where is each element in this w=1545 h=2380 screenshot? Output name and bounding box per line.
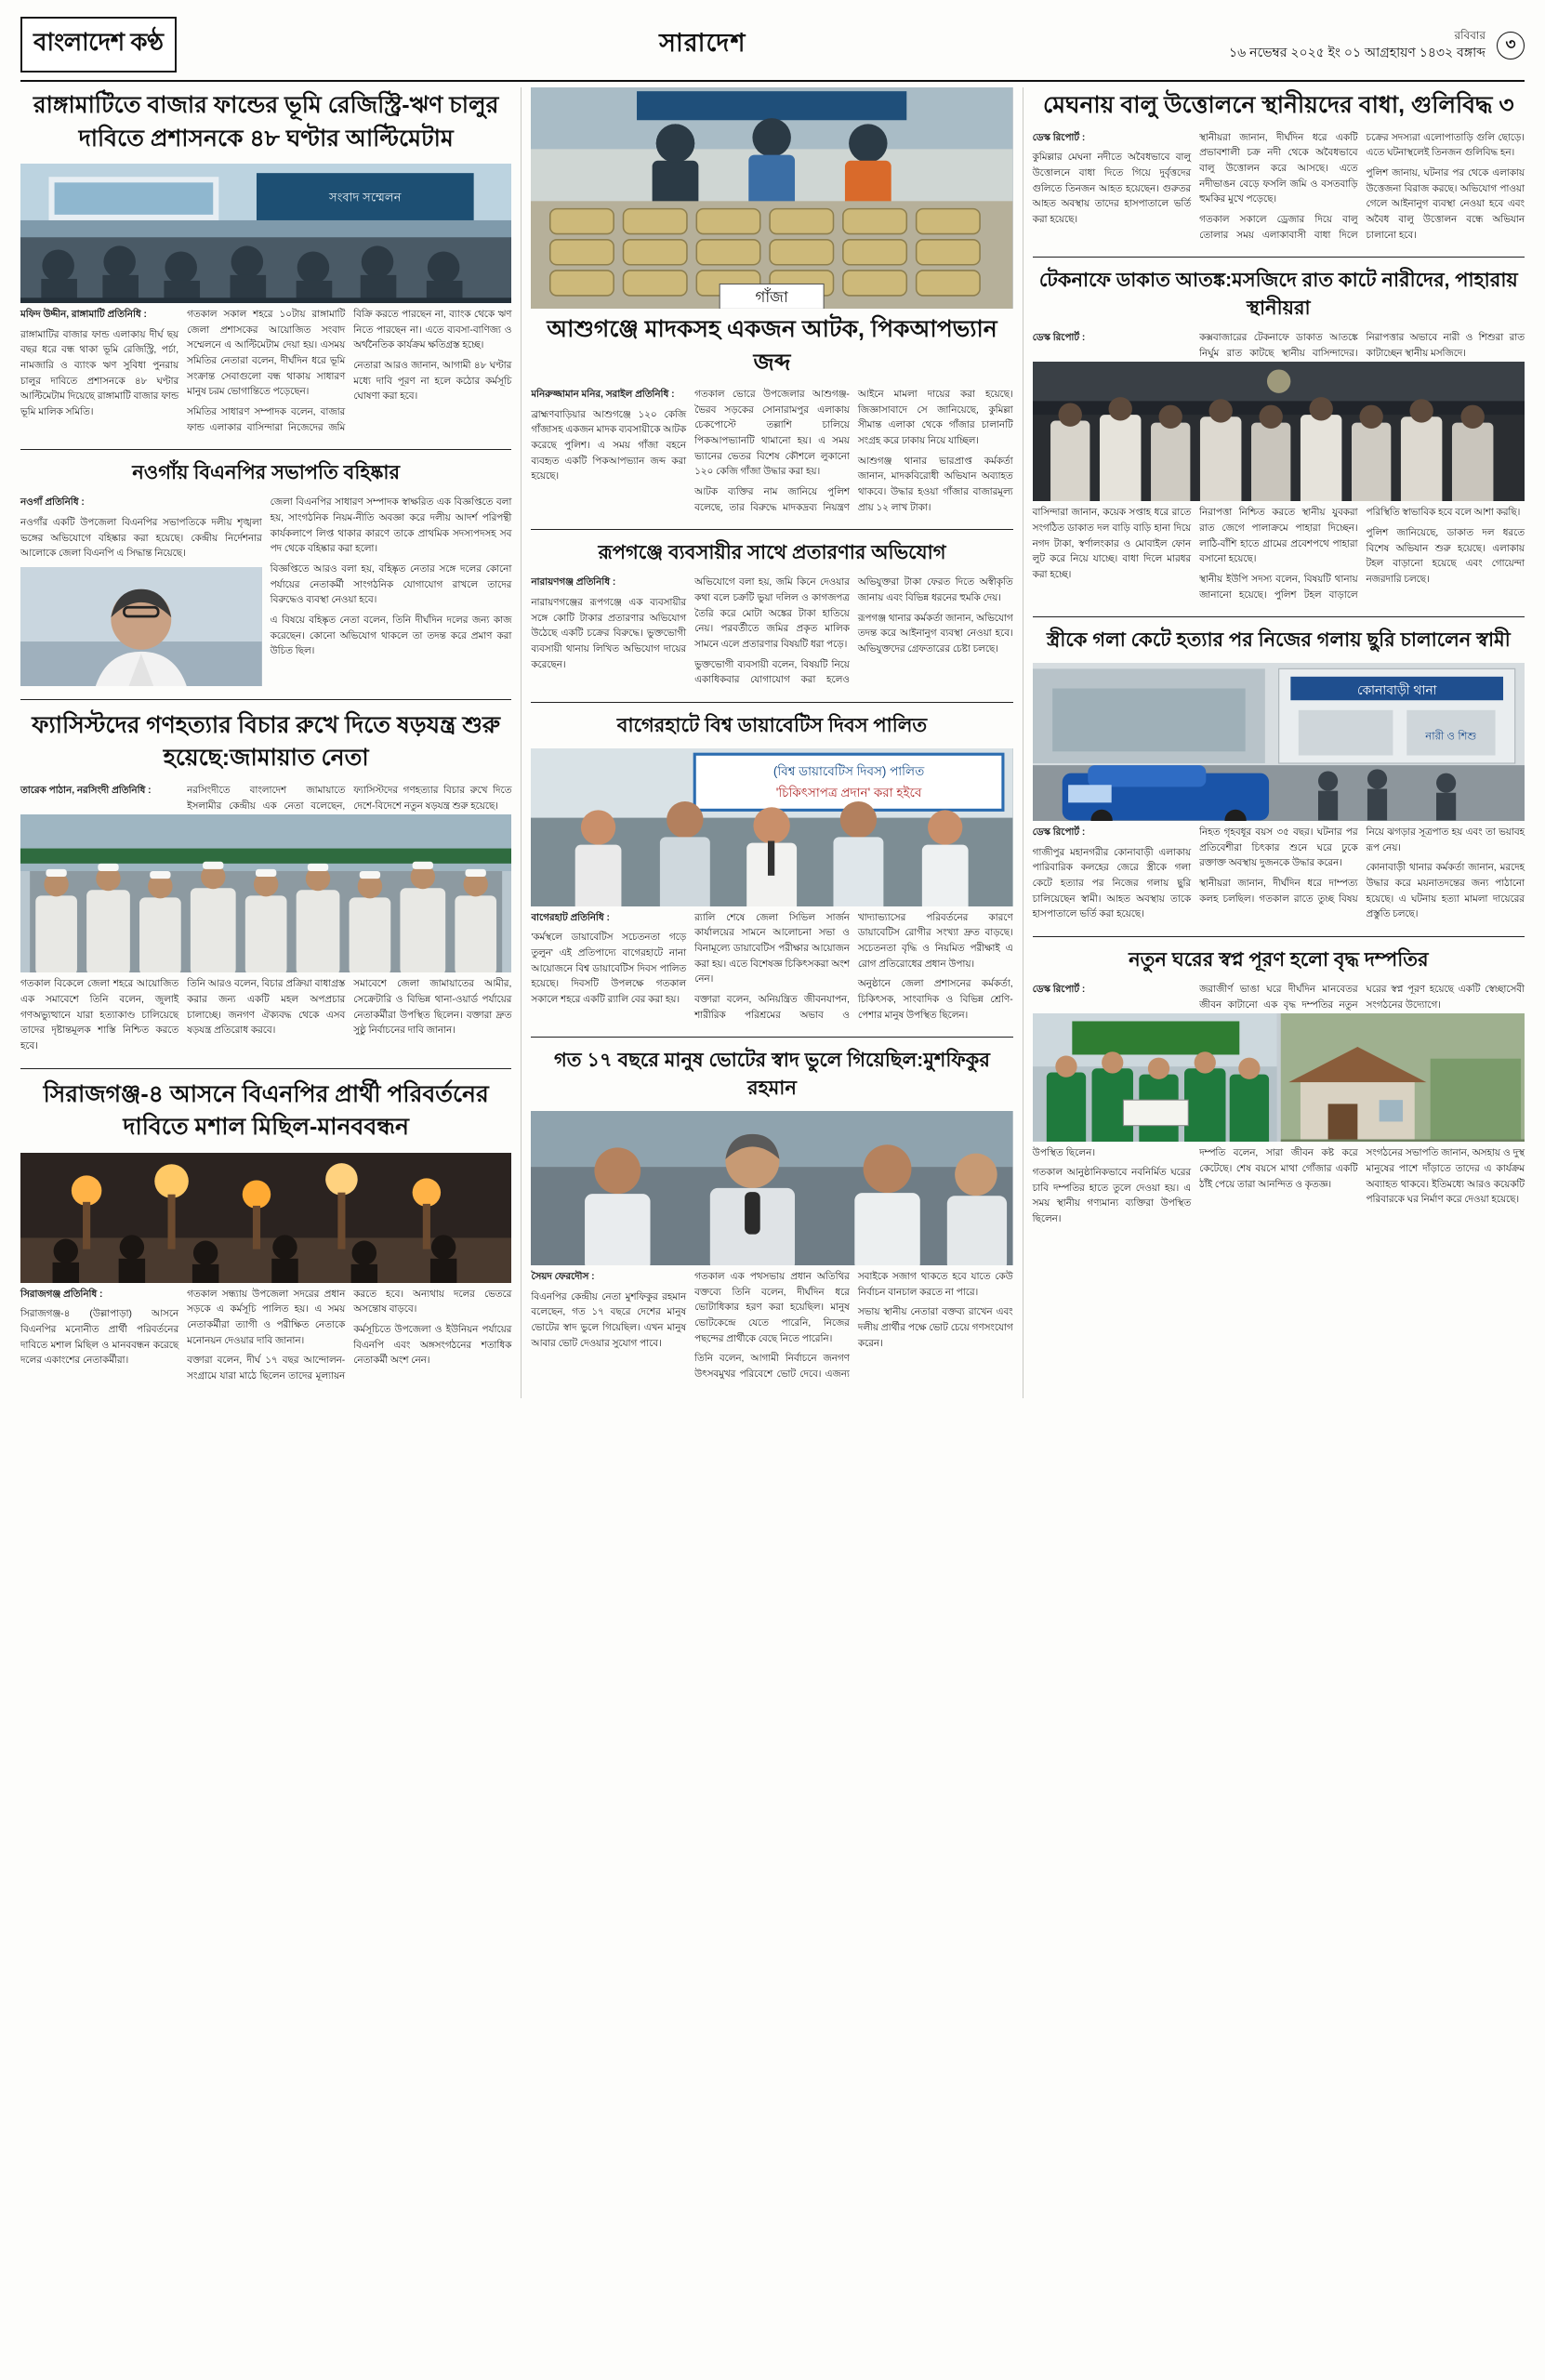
newspaper-logo[interactable] xyxy=(20,17,177,73)
body-jamaat xyxy=(20,784,511,1055)
byline-ashuganj: মনিরুজ্জামান মনির, সরাইল প্রতিনিধি : xyxy=(531,390,675,400)
byline-naogaon: নওগাঁ প্রতিনিধি : xyxy=(20,497,85,509)
para: তিনি বলেন, আগামী নির্বাচনে জনগণ উৎসবমুখর পরিবেশে ভোট দেবে। এজন্য সবাইকে সজাগ থাকতে হবে যাতে কেউ নির্বাচন বানচাল করতে না পারে। xyxy=(694,1272,1013,1381)
para: তিনি আরও বলেন, বিচার প্রক্রিয়া বাধাগ্রস্ত করার জন্য একটি মহল অপপ্রচার চালাচ্ছে। জনগণ ঐক্যবদ্ধ থেকে এসব ষড়যন্ত্র প্রতিরোধ করবে। xyxy=(187,979,346,1037)
body-naogaon xyxy=(20,496,511,686)
para: রাঙ্গামাটির বাজার ফান্ড এলাকায় দীর্ঘ ছয় বছর ধরে বন্ধ থাকা ভূমি রেজিস্ট্রি, পর্চা, নামজারি ও ব্যাংক ঋণ সুবিধা পুনরায় চালুর দাবিতে প্রশাসনকে ৪৮ ঘণ্টার আল্টিমেটাম দিয়েছে রাঙ্গামাটি বাজার ফান্ড ভূমি মালিক সমিতি। xyxy=(20,329,179,418)
para: দম্পতি বলেন, সারা জীবন কষ্ট করে কেটেছে। শেষ বয়সে মাথা গোঁজার একটি ঠাঁই পেয়ে তারা আনন্দিত ও কৃতজ্ঞ। xyxy=(1199,1148,1358,1190)
logo-text: বাংলাদেশ কণ্ঠ xyxy=(33,28,164,56)
article-wife-murder xyxy=(1033,627,1525,923)
article-rupganj xyxy=(531,539,1012,689)
headline-musfiq: গত ১৭ বছরে মানুষ ভোটের স্বাদ ভুলে গিয়েছিল:মুশফিকুর রহমান xyxy=(554,1050,990,1100)
para: বক্তারা বলেন, অনিয়ন্ত্রিত জীবনযাপন, শারীরিক পরিশ্রমের অভাব ও খাদ্যাভ্যাসের পরিবর্তনের কারণে ডায়াবেটিস রোগীর সংখ্যা দ্রুত বাড়ছে। সচেতনতা বৃদ্ধি ও নিয়মিত পরীক্ষাই এ রোগ প্রতিরোধের প্রধান উপায়। xyxy=(694,912,1013,1021)
body-ashuganj xyxy=(531,388,1012,516)
headline-ashuganj: আশুগঞ্জে মাদকসহ একজন আটক, পিকআপভ্যান জব্দ xyxy=(547,316,997,376)
para: গাজীপুর মহানগরীর কোনাবাড়ী এলাকায় পারিবারিক কলহের জেরে স্ত্রীকে গলা কেটে হত্যার পর নিজের গলায় ছুরি চালিয়েছেন স্বামী। আহত অবস্থায় তাকে হাসপাতালে ভর্তি করা হয়েছে। xyxy=(1032,847,1192,920)
byline-sirajganj: সিরাজগঞ্জ প্রতিনিধি : xyxy=(20,1289,103,1300)
byline-jamaat: তারেক পাঠান, নরসিংদী প্রতিনিধি : xyxy=(20,785,152,796)
para: পুলিশ জানিয়েছে, ডাকাত দল ধরতে বিশেষ অভিযান শুরু হয়েছে। এলাকায় টহল বাড়ানো হয়েছে এবং গোয়েন্দা নজরদারি চলছে। xyxy=(1366,527,1525,585)
para: বিজ্ঞপ্তিতে আরও বলা হয়, বহিষ্কৃত নেতার সঙ্গে দলের কোনো পর্যায়ের নেতাকর্মী সাংগঠনিক যোগাযোগ রাখলে তাদের বিরুদ্ধেও ব্যবস্থা নেওয়া হবে। xyxy=(270,563,512,606)
para: জেলা বিএনপির সাধারণ সম্পাদক স্বাক্ষরিত এক বিজ্ঞপ্তিতে বলা হয়, সাংগঠনিক নিয়ম-নীতি অবজ্ঞা করে দলীয় আদর্শ পরিপন্থী কার্যকলাপে লিপ্ত থাকার কারণে তাকে প্রাথমিক সদস্যপদসহ সব পদ থেকে বহিষ্কার করা হলো। xyxy=(270,497,512,555)
article-meghna xyxy=(1033,89,1525,244)
column-left xyxy=(20,87,522,1398)
bnp-leader-portrait-photo xyxy=(20,567,262,686)
headline-bagerhat: বাগেরহাটে বিশ্ব ডায়াবেটিস দিবস পালিত xyxy=(616,714,928,736)
para: নিরাপত্তা নিশ্চিত করতে স্থানীয় যুবকরা রাত জেগে পালাক্রমে পাহারা দিচ্ছেন। লাঠি-বাঁশি হাতে গ্রামের প্রবেশপথে পাহারা বসানো হয়েছে। xyxy=(1199,508,1358,565)
para: সিরাজগঞ্জ-৪ (উল্লাপাড়া) আসনে বিএনপির মনোনীত প্রার্থী পরিবর্তনের দাবিতে মশাল মিছিল ও মানববন্ধন করেছে দলের একাংশের নেতাকর্মীরা। xyxy=(20,1309,179,1367)
para: এ বিষয়ে বহিষ্কৃত নেতা বলেন, তিনি দীর্ঘদিন দলের জন্য কাজ করেছেন। কোনো অভিযোগ থাকলে তা তদন্ত করে প্রমাণ করা উচিত ছিল। xyxy=(270,615,512,657)
article-rangamati xyxy=(20,89,511,436)
para: স্থানীয় ইউপি সদস্য বলেন, বিষয়টি থানায় জানানো হয়েছে। পুলিশ টহল বাড়ালে পরিস্থিতি স্বাভাবিক হবে বলে আশা করছি। xyxy=(1199,508,1521,601)
para: কোনাবাড়ী থানার কর্মকর্তা জানান, মরদেহ উদ্ধার করে ময়নাতদন্তের জন্য পাঠানো হয়েছে। এ ঘটনায় হত্যা মামলা দায়েরের প্রস্তুতি চলছে। xyxy=(1366,863,1525,920)
para: বিএনপির কেন্দ্রীয় নেতা মুশফিকুর রহমান বলেছেন, গত ১৭ বছরে দেশের মানুষ ভোটের স্বাদ ভুলে গিয়েছিল। এখন মানুষ আবার ভোট দেওয়ার সুযোগ পাবে। xyxy=(531,1291,687,1349)
section-title: সারাদেশ xyxy=(659,28,746,57)
diabetes-day-rally-photo xyxy=(531,748,1012,906)
headline-naogaon: নওগাঁয় বিএনপির সভাপতি বহিষ্কার xyxy=(132,462,401,484)
page-number: ৩ xyxy=(1497,32,1525,60)
seized-cannabis-photo xyxy=(531,87,1012,309)
politician-speech-photo xyxy=(531,1111,1012,1265)
article-bagerhat xyxy=(531,712,1012,1025)
divider xyxy=(531,702,1012,703)
photo-label-gaja: গাঁজা xyxy=(755,288,789,307)
divider xyxy=(531,529,1012,530)
para: নওগাঁর একটি উপজেলা বিএনপির সভাপতিকে দলীয় শৃঙ্খলা ভঙ্গের অভিযোগে বহিষ্কার করা হয়েছে। কেন্দ্রীয় নির্দেশনার আলোকে জেলা বিএনপি এ সিদ্ধান্ত নিয়েছে। xyxy=(20,517,262,560)
photo-caption-elderly: উপস্থিত ছিলেন। xyxy=(1032,1147,1096,1159)
article-teknaf xyxy=(1033,267,1525,603)
para: বক্তারা বলেন, দীর্ঘ ১৭ বছর আন্দোলন-সংগ্রামে যারা মাঠে ছিলেন তাদের মূল্যায়ন করতে হবে। অন্যথায় দলের ভেতরে অসন্তোষ বাড়বে। xyxy=(187,1289,512,1382)
para: ব্রাহ্মণবাড়িয়ার আশুগঞ্জে ১২০ কেজি গাঁজাসহ একজন মাদক ব্যবসায়ীকে আটক করেছে পুলিশ। এ সময় গাঁজা বহনে ব্যবহৃত একটি পিকআপভ্যান জব্দ করা হয়েছে। xyxy=(531,409,687,483)
headline-wife-murder: স্ত্রীকে গলা কেটে হত্যার পর নিজের গলায় ছুরি চালালেন স্বামী xyxy=(1046,629,1511,652)
page-columns xyxy=(20,87,1525,1398)
para: সংগঠনের সভাপতি জানান, অসহায় ও দুস্থ মানুষের পাশে দাঁড়াতে তাদের এ কার্যক্রম অব্যাহত থাকবে। ইতিমধ্যে আরও কয়েকটি পরিবারকে ঘর নির্মাণ করে দেওয়া হয়েছে। xyxy=(1366,1148,1525,1206)
divider xyxy=(20,449,511,450)
photo-label-thana: কোনাবাড়ী থানা xyxy=(1356,682,1437,697)
para: গতকাল এক পথসভায় প্রধান অতিথির বক্তব্যে তিনি বলেন, দীর্ঘদিন ধরে ভোটাধিকার হরণ করা হয়েছিল। মানুষ ভোটকেন্দ্রে যেতে পারেনি, নিজের পছন্দের প্রার্থীকে বেছে নিতে পারেনি। xyxy=(694,1272,850,1344)
para: নরসিংদীতে বাংলাদেশ জামায়াতে ইসলামীর কেন্দ্রীয় এক নেতা বলেছেন, ফ্যাসিস্টদের গণহত্যার বিচার রুখে দিতে দেশে-বিদেশে নতুন ষড়যন্ত্র শুরু হয়েছে। xyxy=(187,785,512,812)
svg-text:নারী ও শিশু: নারী ও শিশু xyxy=(1424,730,1477,743)
para: সমাবেশে জেলা জামায়াতের আমীর, সেক্রেটারি ও বিভিন্ন থানা-ওয়ার্ড পর্যায়ের নেতাকর্মীরা উপস্থিত ছিলেন। বক্তারা দ্রুত সুষ্ঠু নির্বাচনের দাবি জানান। xyxy=(353,979,512,1037)
byline-rangamati: মফিদ উদ্দীন, রাঙ্গামাটি প্রতিনিধি : xyxy=(20,310,147,320)
body-sirajganj xyxy=(20,1153,511,1385)
para: নারায়ণগঞ্জের রূপগঞ্জে এক ব্যবসায়ীর সঙ্গে কোটি টাকার প্রতারণার অভিযোগ উঠেছে একটি চক্রের বিরুদ্ধে। ভুক্তভোগী ব্যবসায়ী থানায় লিখিত অভিযোগ দায়ের করেছেন। xyxy=(531,597,687,670)
para: র‌্যালি শেষে জেলা সিভিল সার্জন কার্যালয়ের সামনে আলোচনা সভা ও বিনামূল্যে ডায়াবেটিস পরীক্ষার আয়োজন করা হয়। এতে বিশেষজ্ঞ চিকিৎসকরা অংশ নেন। xyxy=(694,912,850,985)
body-wife-murder xyxy=(1033,826,1525,923)
headline-sirajganj: সিরাজগঞ্জ-৪ আসনে বিএনপির প্রার্থী পরিবর্তনের দাবিতে মশাল মিছিল-মানববন্ধন xyxy=(43,1080,489,1141)
headline-rangamati: রাঙ্গামাটিতে বাজার ফান্ডের ভূমি রেজিস্ট্রি-ঋণ চালুর দাবিতে প্রশাসনকে ৪৮ ঘণ্টার আল্টিমেটাম xyxy=(33,92,499,152)
body-teknaf xyxy=(1033,331,1525,603)
date-block xyxy=(1229,28,1486,60)
para: 'কর্মস্থলে ডায়াবেটিস সচেতনতা গড়ে তুলুন' এই প্রতিপাদ্যে বাগেরহাটে নানা আয়োজনে বিশ্ব ডায়াবেটিস দিবস পালিত হয়েছে। দিবসটি উপলক্ষে গতকাল সকালে শহরে একটি র‌্যালি বের করা হয়। xyxy=(531,932,687,1006)
byline-rupganj: নারায়ণগঞ্জ প্রতিনিধি : xyxy=(531,577,616,588)
article-jamaat xyxy=(20,709,511,1055)
para: সভায় স্থানীয় নেতারা বক্তব্য রাখেন এবং দলীয় প্রার্থীর পক্ষে ভোট চেয়ে গণসংযোগ করেন। xyxy=(857,1307,1013,1349)
divider xyxy=(20,699,511,700)
svg-text:(বিশ্ব ডায়াবেটিস দিবস) পালিত: (বিশ্ব ডায়াবেটিস দিবস) পালিত xyxy=(773,763,925,778)
article-ashuganj xyxy=(531,87,1012,516)
police-station-photo xyxy=(1033,663,1525,821)
para: গতকাল আনুষ্ঠানিকভাবে নবনির্মিত ঘরের চাবি দম্পতির হাতে তুলে দেওয়া হয়। এ সময় স্থানীয় গণ্যমান্য ব্যক্তিরা উপস্থিত ছিলেন। xyxy=(1032,1167,1192,1224)
para: আশুগঞ্জ থানার ভারপ্রাপ্ত কর্মকর্তা জানান, মাদকবিরোধী অভিযান অব্যাহত থাকবে। উদ্ধার হওয়া গাঁজার বাজারমূল্য প্রায় ১২ লাখ টাকা। xyxy=(857,456,1013,513)
para: নিহত গৃহবধূর বয়স ৩৫ বছর। ঘটনার পর প্রতিবেশীরা চিৎকার শুনে ঘরে ঢুকে রক্তাক্ত অবস্থায় দুজনকে উদ্ধার করেন। xyxy=(1199,827,1358,869)
torch-procession-photo xyxy=(20,1153,511,1283)
banner-text: 'চিকিৎসাপত্র প্রদান' করা হইবে xyxy=(776,785,922,800)
para: বাসিন্দারা জানান, কয়েক সপ্তাহ ধরে রাতে সংগঠিত ডাকাত দল বাড়ি বাড়ি হানা দিয়ে নগদ টাকা, স্বর্ণালংকার ও মোবাইল ফোন লুট করে নিয়ে যাচ্ছে। বাধা দিলে মারধর করা হচ্ছে। xyxy=(1032,508,1192,580)
para: কক্সবাজারের টেকনাফে ডাকাত আতঙ্কে নির্ঘুম রাত কাটছে স্থানীয় বাসিন্দাদের। নিরাপত্তার অভাবে নারী ও শিশুরা রাত কাটাচ্ছেন স্থানীয় মসজিদে। xyxy=(1199,332,1525,359)
article-elderly-house xyxy=(1033,946,1525,1228)
jamaat-leader-rally-photo xyxy=(20,814,511,972)
para: গতকাল বিকেলে জেলা শহরে আয়োজিত এক সমাবেশে তিনি বলেন, জুলাই গণঅভ্যুত্থানে যারা হত্যাকাণ্ড চালিয়েছে তাদের দৃষ্টান্তমূলক শাস্তি নিশ্চিত করতে হবে। xyxy=(20,979,179,1051)
para: পুলিশ জানায়, ঘটনার পর থেকে এলাকায় উত্তেজনা বিরাজ করছে। অভিযোগ পাওয়া গেলে আইনানুগ ব্যবস্থা নেওয়া হবে এবং অবৈধ বালু উত্তোলন বন্ধে অভিযান চালানো হবে। xyxy=(1366,167,1525,241)
para: জরাজীর্ণ ভাঙা ঘরে দীর্ঘদিন মানবেতর জীবন কাটানো এক বৃদ্ধ দম্পতির নতুন ঘরের স্বপ্ন পূরণ হয়েছে একটি স্বেচ্ছাসেবী সংগঠনের উদ্যোগে। xyxy=(1199,984,1525,1011)
article-sirajganj xyxy=(20,1078,511,1385)
column-right xyxy=(1023,87,1525,1398)
divider xyxy=(1033,936,1525,937)
para: আটক ব্যক্তির নাম জানিয়ে পুলিশ বলেছে, তার বিরুদ্ধে মাদকদ্রব্য নিয়ন্ত্রণ আইনে মামলা দায়ের করা হয়েছে। জিজ্ঞাসাবাদে সে জানিয়েছে, কুমিল্লা সীমান্ত এলাকা থেকে গাঁজার চালানটি সংগ্রহ করে ঢাকায় নিয়ে যাচ্ছিল। xyxy=(694,390,1013,513)
headline-meghna: মেঘনায় বালু উত্তোলনে স্থানীয়দের বাধা, গুলিবিদ্ধ ৩ xyxy=(1043,92,1514,118)
divider xyxy=(1033,257,1525,258)
masthead-right xyxy=(1229,28,1525,60)
column-middle xyxy=(522,87,1023,1398)
body-bagerhat xyxy=(531,911,1012,1025)
weekday-label: রবিবার xyxy=(1454,29,1486,43)
para: স্থানীয়রা জানান, দীর্ঘদিন ধরে একটি প্রভাবশালী চক্র নদী থেকে অবৈধভাবে বালু উত্তোলন করে আসছে। এতে নদীভাঙন বেড়ে ফসলি জমি ও বসতবাড়ি হুমকির মুখে পড়েছে। xyxy=(1199,132,1358,205)
body-musfiq xyxy=(531,1270,1012,1383)
byline-meghna: ডেস্ক রিপোর্ট : xyxy=(1032,132,1086,143)
headline-jamaat: ফ্যাসিস্টদের গণহত্যার বিচার রুখে দিতে ষড়যন্ত্র শুরু হয়েছে:জামায়াত নেতা xyxy=(32,711,501,772)
svg-text:সংবাদ সম্মেলন: সংবাদ সম্মেলন xyxy=(328,190,402,205)
article-musfiq xyxy=(531,1047,1012,1382)
masthead xyxy=(20,17,1525,82)
para: গতকাল ভোরে উপজেলার আশুগঞ্জ-ভৈরব সড়কের সোনারামপুর এলাকায় চেকপোস্টে তল্লাশি চালিয়ে পিকআপভ্যানটি থামানো হয়। এ সময় ভ্যানের ভেতর বিশেষ কৌশলে লুকানো ১২০ কেজি গাঁজা উদ্ধার করা হয়। xyxy=(694,390,850,478)
para: অভিযোগে বলা হয়, জমি কিনে দেওয়ার কথা বলে চক্রটি ভুয়া দলিল ও কাগজপত্র তৈরি করে মোটা অঙ্কের টাকা হাতিয়ে নেয়। পরবর্তীতে জমির প্রকৃত মালিক সামনে এলে প্রতারণার বিষয়টি ধরা পড়ে। xyxy=(694,577,850,650)
body-rupganj xyxy=(531,575,1012,689)
night-vigil-photo xyxy=(1033,362,1525,501)
para: নেতারা আরও জানান, আগামী ৪৮ ঘণ্টার মধ্যে দাবি পূরণ না হলে কঠোর কর্মসূচি ঘোষণা করা হবে। xyxy=(353,361,512,403)
divider xyxy=(531,1037,1012,1038)
para: রূপগঞ্জ থানার কর্মকর্তা জানান, অভিযোগ তদন্ত করে আইনানুগ ব্যবস্থা নেওয়া হবে। অভিযুক্তদের গ্রেফতারের চেষ্টা চলছে। xyxy=(857,613,1013,654)
para: স্থানীয়রা জানান, দীর্ঘদিন ধরে দাম্পত্য কলহ চলছিল। গতকাল রাতে তুচ্ছ বিষয় নিয়ে ঝগড়ার সূত্রপাত হয় এবং তা ভয়াবহ রূপ নেয়। xyxy=(1199,827,1525,905)
para: অনুষ্ঠানে জেলা প্রশাসনের কর্মকর্তা, চিকিৎসক, সাংবাদিক ও বিভিন্ন শ্রেণি-পেশার মানুষ উপস্থিত ছিলেন। xyxy=(857,979,1013,1021)
para: কুমিল্লার মেঘনা নদীতে অবৈধভাবে বালু উত্তোলনে বাধা দিতে গিয়ে দুর্বৃত্তদের গুলিতে তিনজন আহত হয়েছেন। গুরুতর আহত অবস্থায় তাদের হাসপাতালে ভর্তি করা হয়েছে। xyxy=(1032,152,1192,225)
byline-wife-murder: ডেস্ক রিপোর্ট : xyxy=(1032,827,1086,839)
byline-bagerhat: বাগেরহাট প্রতিনিধি : xyxy=(531,912,610,923)
para: গতকাল সকালে ড্রেজার দিয়ে বালু তোলার সময় এলাকাবাসী বাধা দিলে চক্রের সদস্যরা এলোপাতাড়ি গুলি ছোড়ে। এতে ঘটনাস্থলেই তিনজন গুলিবিদ্ধ হন। xyxy=(1199,132,1525,241)
para: গতকাল সকাল শহরে ১০টায় রাঙ্গামাটি জেলা প্রশাসকের আয়োজিত সংবাদ সম্মেলনে এ আল্টিমেটাম দেয়া হয়। এসময় সমিতির নেতারা বলেন, দীর্ঘদিন ধরে ভূমি সংক্রান্ত সেবাগুলো বন্ধ থাকায় সাধারণ মানুষ চরম ভোগান্তিতে পড়েছেন। xyxy=(187,310,346,398)
divider xyxy=(1033,616,1525,617)
date-label: ১৬ নভেম্বর ২০২৫ ইং ০১ আগ্রহায়ণ ১৪৩২ বঙ্গাব্দ xyxy=(1229,44,1486,60)
rangamati-meeting-photo xyxy=(20,164,511,303)
new-house-handover-photo xyxy=(1033,1013,1525,1142)
byline-musfiq: সৈয়দ ফেরদৌস : xyxy=(531,1272,595,1283)
body-rangamati xyxy=(20,164,511,436)
body-elderly-house xyxy=(1033,983,1525,1228)
byline-elderly-house: ডেস্ক রিপোর্ট : xyxy=(1032,984,1086,995)
headline-elderly-house: নতুন ঘরের স্বপ্ন পূরণ হলো বৃদ্ধ দম্পতির xyxy=(1129,949,1429,972)
headline-rupganj: রূপগঞ্জে ব্যবসায়ীর সাথে প্রতারণার অভিযোগ xyxy=(598,542,946,564)
headline-teknaf: টেকনাফে ডাকাত আতঙ্ক:মসজিদে রাত কাটে নারীদের, পাহারায় স্থানীয়রা xyxy=(1038,270,1518,320)
byline-teknaf: ডেস্ক রিপোর্ট : xyxy=(1032,332,1086,343)
para: সমিতির সাধারণ সম্পাদক বলেন, বাজার ফান্ড এলাকার বাসিন্দারা নিজেদের জমি বিক্রি করতে পারছেন না, ব্যাংক থেকে ঋণ নিতে পারছেন না। এতে ব্যবসা-বাণিজ্য ও অর্থনৈতিক কার্যক্রম ক্ষতিগ্রস্ত হচ্ছে। xyxy=(187,310,512,433)
para: ভুক্তভোগী ব্যবসায়ী বলেন, বিষয়টি নিয়ে একাধিকবার যোগাযোগ করা হলেও অভিযুক্তরা টাকা ফেরত দিতে অস্বীকৃতি জানায় এবং বিভিন্ন ধরনের হুমকি দেয়। xyxy=(694,577,1013,686)
article-naogaon xyxy=(20,459,511,686)
body-meghna xyxy=(1033,131,1525,245)
divider xyxy=(20,1068,511,1069)
para: গতকাল সন্ধ্যায় উপজেলা সদরের প্রধান সড়কে এ কর্মসূচি পালিত হয়। এ সময় নেতাকর্মীরা ত্যাগী ও পরীক্ষিত নেতাকে মনোনয়ন দেওয়ার দাবি জানান। xyxy=(187,1289,346,1346)
para: কর্মসূচিতে উপজেলা ও ইউনিয়ন পর্যায়ের বিএনপি এবং অঙ্গসংগঠনের শতাধিক নেতাকর্মী অংশ নেন। xyxy=(353,1324,512,1367)
